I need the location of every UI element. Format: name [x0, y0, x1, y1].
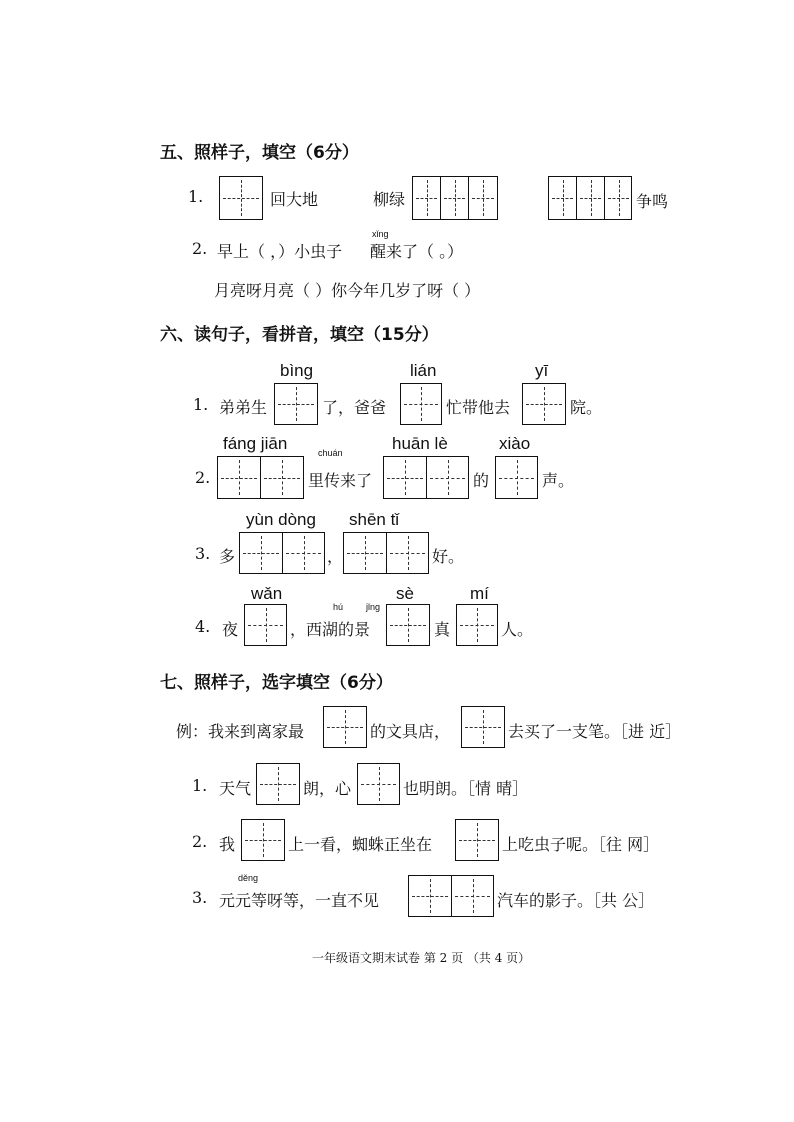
s6-q1-text-a: 弟弟生 [219, 398, 268, 417]
s6-q4-pinyin-2: sè [396, 584, 414, 603]
s6-q3-text-b: ， [327, 547, 344, 566]
s6-q3-box-2[interactable] [343, 532, 429, 574]
s5-q1-number: 1. [188, 187, 204, 206]
s7-example-text-b: 的文具店， [370, 722, 451, 741]
s5-q2-line2: 月亮呀月亮（ ）你今年几岁了呀（ ） [214, 281, 481, 300]
s6-q4-box-3[interactable] [456, 604, 498, 646]
s6-q4-text-b: ，西湖的景 [290, 620, 371, 639]
s6-q3-number: 3. [195, 544, 211, 563]
s6-q4-ruby-jing: jǐng [366, 602, 381, 612]
s7-q1-number: 1. [192, 776, 208, 795]
s6-q2-box-3[interactable] [495, 456, 538, 499]
s6-q1-box-1[interactable] [274, 383, 318, 425]
s7-q1-text-c: 也明朗。［情 晴］ [403, 779, 529, 798]
page-footer: 一年级语文期末试卷 第 2 页 （共 4 页） [312, 951, 531, 965]
s6-q3-text-a: 多 [219, 547, 236, 566]
s5-q1-text-b: 柳绿 [373, 190, 406, 209]
s7-q2-box-2[interactable] [455, 819, 499, 861]
s6-q1-box-2[interactable] [400, 383, 442, 425]
s7-q2-text-a: 我 [219, 835, 236, 854]
s5-q2-line1-b: 来了（ 。） [386, 242, 464, 261]
s6-q1-pinyin-1: bìng [280, 361, 314, 380]
s7-q1-text-b: 朗，心 [303, 779, 352, 798]
s6-q1-number: 1. [193, 395, 209, 414]
s6-q4-ruby-hu: hú [333, 602, 344, 612]
s6-q2-text-c: 声。 [542, 471, 575, 490]
s6-q4-box-2[interactable] [386, 604, 430, 646]
s6-q2-box-1[interactable] [217, 456, 304, 499]
s6-q1-box-3[interactable] [522, 383, 566, 425]
s7-q1-box-1[interactable] [256, 763, 300, 805]
s7-q2-box-1[interactable] [241, 819, 285, 861]
s6-q1-text-b: 了，爸爸 [322, 398, 387, 417]
s7-q2-number: 2. [192, 832, 208, 851]
s6-q2-pinyin-2: huān lè [392, 434, 448, 453]
section-6-title: 六、读句子，看拼音，填空（15分） [160, 325, 439, 345]
s5-q2-pinyin-xing: xǐng [372, 229, 389, 239]
s6-q2-text-b: 的 [473, 471, 490, 490]
s6-q3-text-c: 好。 [432, 547, 465, 566]
s6-q4-pinyin-3: mí [470, 584, 489, 603]
s6-q4-number: 4. [195, 617, 211, 636]
s5-q1-box-2[interactable] [412, 176, 498, 220]
s6-q3-pinyin-2: shēn tǐ [349, 510, 400, 529]
s6-q2-pinyin-3: xiào [499, 434, 531, 453]
section-5-title: 五、照样子，填空（6分） [160, 143, 359, 163]
s7-q3-ruby-deng: děng [238, 873, 259, 883]
s6-q2-pinyin-1: fáng jiān [223, 434, 288, 453]
s6-q2-box-2[interactable] [383, 456, 469, 499]
s7-q2-text-b: 上一看，蜘蛛正坐在 [288, 835, 433, 854]
s6-q3-box-1[interactable] [239, 532, 325, 574]
s6-q2-text-a: 里传来了 [308, 471, 373, 490]
s5-q1-box-1[interactable] [219, 176, 263, 220]
s5-q1-text-a: 回大地 [270, 190, 319, 209]
s6-q1-text-c: 忙带他去 [446, 398, 511, 417]
s6-q2-ruby-chuan: chuán [318, 448, 343, 458]
s6-q3-pinyin-1: yùn dòng [246, 510, 316, 529]
s5-q2-line1-a: 早上（ ，）小虫子 [217, 242, 343, 261]
s6-q4-text-a: 夜 [222, 620, 239, 639]
s7-example-text-c: 去买了一支笔。［进 近］ [508, 722, 682, 741]
section-7-title: 七、照样子，选字填空（6分） [160, 673, 393, 693]
s7-q2-text-c: 上吃虫子呢。［往 网］ [502, 835, 660, 854]
s5-q1-box-3[interactable] [548, 176, 632, 220]
s6-q2-number: 2. [195, 468, 211, 487]
s7-example-box-1[interactable] [323, 706, 367, 748]
s7-q1-box-2[interactable] [357, 763, 400, 805]
s5-q2-number: 2. [192, 239, 208, 258]
s7-q1-text-a: 天气 [219, 779, 252, 798]
s7-q3-number: 3. [192, 888, 208, 907]
s7-q3-box-1[interactable] [408, 875, 494, 917]
s6-q4-box-1[interactable] [244, 604, 287, 646]
s7-example-text-a: 例：我来到离家最 [176, 722, 305, 741]
s6-q1-pinyin-2: lián [410, 361, 437, 380]
s6-q4-pinyin-1: wǎn [251, 584, 283, 603]
s6-q1-pinyin-3: yī [535, 361, 549, 380]
s6-q4-text-c: 真 [434, 620, 451, 639]
s6-q1-text-d: 院。 [570, 398, 603, 417]
s5-q2-xing-char: 醒 [370, 242, 387, 261]
s6-q4-text-d: 人。 [501, 620, 534, 639]
s7-q3-text-a: 元元等呀等，一直不见 [219, 891, 380, 910]
s7-example-box-2[interactable] [461, 706, 505, 748]
s7-q3-text-b: 汽车的影子。［共 公］ [497, 891, 655, 910]
s5-q1-text-c: 争鸣 [636, 192, 669, 211]
